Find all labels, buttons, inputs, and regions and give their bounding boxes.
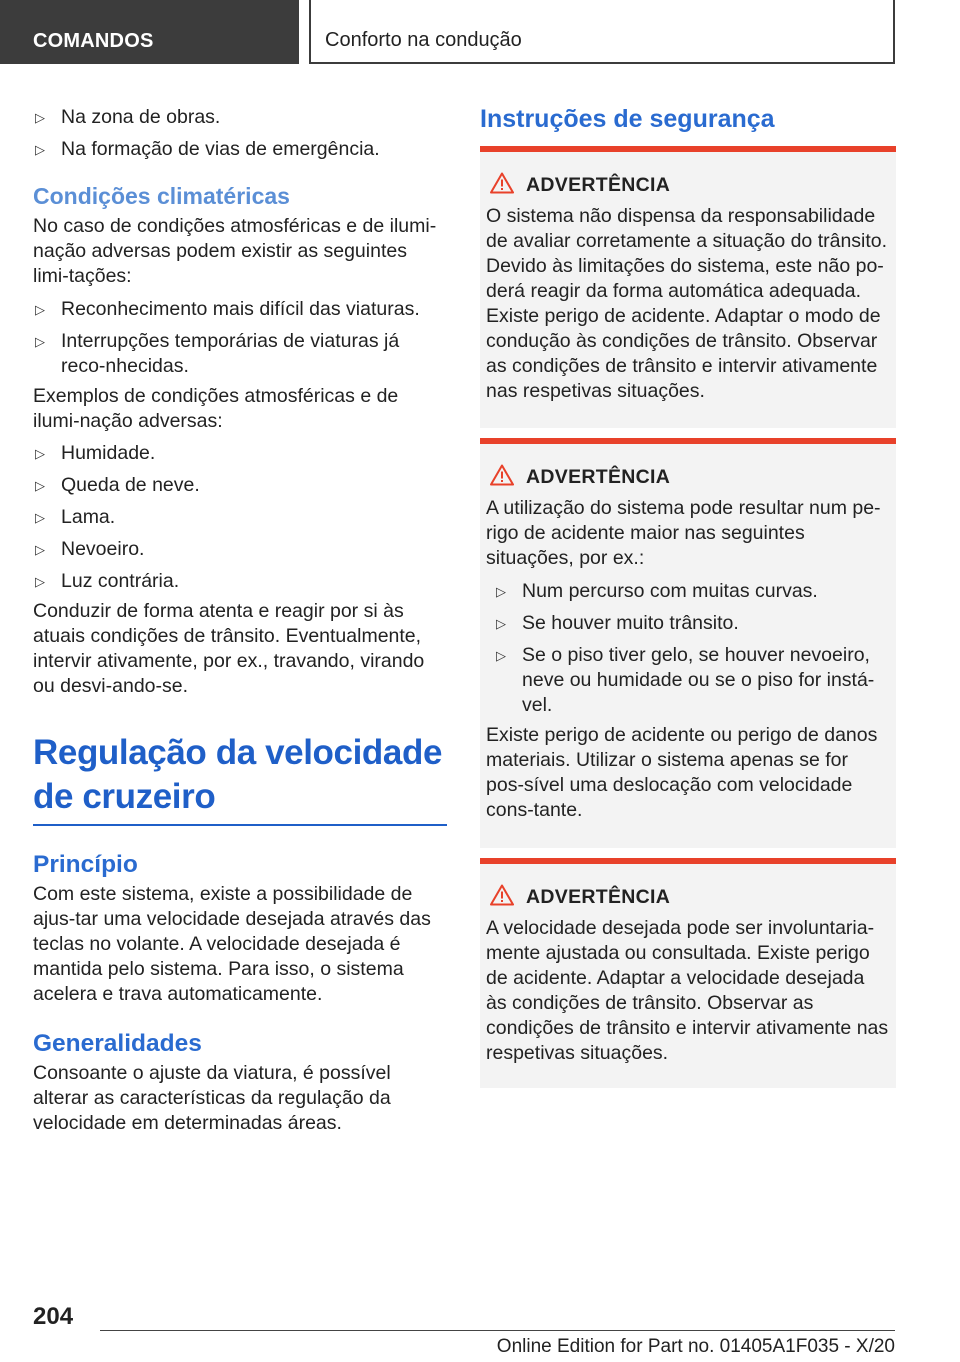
list-item: ▷ Num percurso com muitas curvas. bbox=[496, 580, 818, 602]
list-item: ▷ Na zona de obras. bbox=[35, 106, 221, 128]
warning-body bbox=[486, 916, 890, 1066]
warning-label: ADVERTÊNCIA bbox=[526, 174, 671, 196]
list-item: ▷ Reconhecimento mais difícil das viaturas. bbox=[35, 298, 420, 320]
triangle-bullet-icon: ▷ bbox=[35, 302, 45, 317]
section-tab bbox=[0, 0, 299, 64]
right-column bbox=[480, 104, 896, 1064]
triangle-bullet-icon: ▷ bbox=[496, 616, 506, 631]
triangle-bullet-icon: ▷ bbox=[35, 478, 45, 493]
cruise-title-line-2: de cruzeiro bbox=[33, 777, 216, 816]
principle-heading: Princípio bbox=[33, 851, 138, 878]
list-item: ▷ Luz contrária. bbox=[35, 570, 180, 592]
list-item: ▷ Se o piso tiver gelo, se houver nevoeiro, neve ou humidade ou se o piso for instá-vel. bbox=[496, 644, 875, 716]
triangle-bullet-icon: ▷ bbox=[35, 542, 45, 557]
cruise-title-line-1: Regulação da velocidade bbox=[33, 733, 443, 772]
warning-text-2: Existe perigo de acidente ou perigo de danos materiais. Utilizar o sistema apenas se for pos-sível uma deslocação com velocidade cons-tante. bbox=[486, 724, 878, 821]
safety-heading: Instruções de segurança bbox=[480, 105, 775, 133]
warning-box bbox=[480, 146, 896, 428]
triangle-bullet-icon: ▷ bbox=[35, 334, 45, 349]
general-paragraph: Consoante o ajuste da viatura, é possível alterar as características da regulação da velocidade em determinadas áreas. bbox=[33, 1062, 391, 1134]
climate-limitations-list bbox=[33, 297, 447, 379]
general-heading: Generalidades bbox=[33, 1030, 202, 1057]
section-title: COMANDOS bbox=[33, 30, 154, 52]
warning-text: A velocidade desejada pode ser involuntaria-mente ajustada ou consultada. Existe perigo de acidente. Adaptar a velocidade desejada às condições de trânsito. Observar as condições de trânsito e intervir ativamente nas respetivas situações. bbox=[486, 917, 889, 1064]
warning-title bbox=[480, 464, 896, 490]
triangle-bullet-icon: ▷ bbox=[496, 648, 506, 663]
cruise-control-title bbox=[33, 731, 447, 819]
triangle-bullet-icon: ▷ bbox=[35, 142, 45, 157]
climate-examples-list bbox=[33, 441, 447, 594]
warning-text: A utilização do sistema pode resultar num pe-rigo de acidente maior nas seguintes situações, por ex.: bbox=[486, 497, 881, 569]
list-item: ▷ Se houver muito trânsito. bbox=[496, 612, 739, 634]
triangle-bullet-icon: ▷ bbox=[496, 584, 506, 599]
principle-paragraph: Com este sistema, existe a possibilidade de ajus-tar uma velocidade desejada através das teclas no volante. A velocidade desejada é mantida pelo sistema. Para isso, o sistema acelera e trava automaticamente. bbox=[33, 883, 431, 1005]
warning-title bbox=[480, 172, 896, 198]
warning-triangle-icon bbox=[490, 884, 514, 906]
list-item: ▷ Lama. bbox=[35, 506, 116, 528]
triangle-bullet-icon: ▷ bbox=[35, 110, 45, 125]
warning-label: ADVERTÊNCIA bbox=[526, 466, 671, 488]
page-number: 204 bbox=[33, 1303, 74, 1330]
footer-divider bbox=[100, 1330, 895, 1331]
warning-text: O sistema não dispensa da responsabilidade de avaliar corretamente a situação do trânsito. Devido às limitações do sistema, este não po-derá reagir da forma automática adequada. Existe perigo de acidente. Adaptar o modo de condução às condições de trânsito. Observar as condições de trânsito e intervir ativamente nas respetivas situações. bbox=[486, 205, 888, 402]
triangle-bullet-icon: ▷ bbox=[35, 446, 45, 461]
warning-label: ADVERTÊNCIA bbox=[526, 886, 671, 908]
climate-heading: Condições climatéricas bbox=[33, 183, 290, 209]
climate-paragraph: No caso de condições atmosféricas e de ilumi-nação adversas podem existir as seguintes limi-tações: bbox=[33, 215, 437, 287]
triangle-bullet-icon: ▷ bbox=[35, 574, 45, 589]
warning-body bbox=[486, 204, 890, 404]
climate-examples-paragraph: Exemplos de condições atmosféricas e de ilumi-nação adversas: bbox=[33, 385, 399, 432]
triangle-bullet-icon: ▷ bbox=[35, 510, 45, 525]
warning-box bbox=[480, 858, 896, 1088]
left-column bbox=[33, 100, 447, 1136]
list-item: ▷ Na formação de vias de emergência. bbox=[35, 138, 380, 160]
list-item: ▷ Queda de neve. bbox=[35, 474, 200, 496]
edition-note: Online Edition for Part no. 01405A1F035 - X/20 bbox=[496, 1336, 895, 1357]
warning-triangle-icon bbox=[490, 464, 514, 486]
title-divider bbox=[33, 824, 447, 826]
list-item: ▷ Nevoeiro. bbox=[35, 538, 145, 560]
intro-bullet-list bbox=[33, 105, 447, 162]
warning-body bbox=[486, 496, 890, 823]
chapter-tab bbox=[311, 0, 895, 64]
chapter-title: Conforto na condução bbox=[325, 29, 522, 51]
list-item: ▷ Interrupções temporárias de viaturas já reco-nhecidas. bbox=[35, 330, 400, 377]
warning-title bbox=[480, 884, 896, 910]
warning-triangle-icon bbox=[490, 172, 514, 194]
list-item: ▷ Humidade. bbox=[35, 442, 156, 464]
driving-advice-paragraph: Conduzir de forma atenta e reagir por si às atuais condições de trânsito. Eventualmente, intervir ativamente, por ex., travando, virando ou desvi-ando-se. bbox=[33, 600, 425, 697]
warning-situations-list bbox=[486, 579, 890, 718]
warning-box bbox=[480, 438, 896, 848]
